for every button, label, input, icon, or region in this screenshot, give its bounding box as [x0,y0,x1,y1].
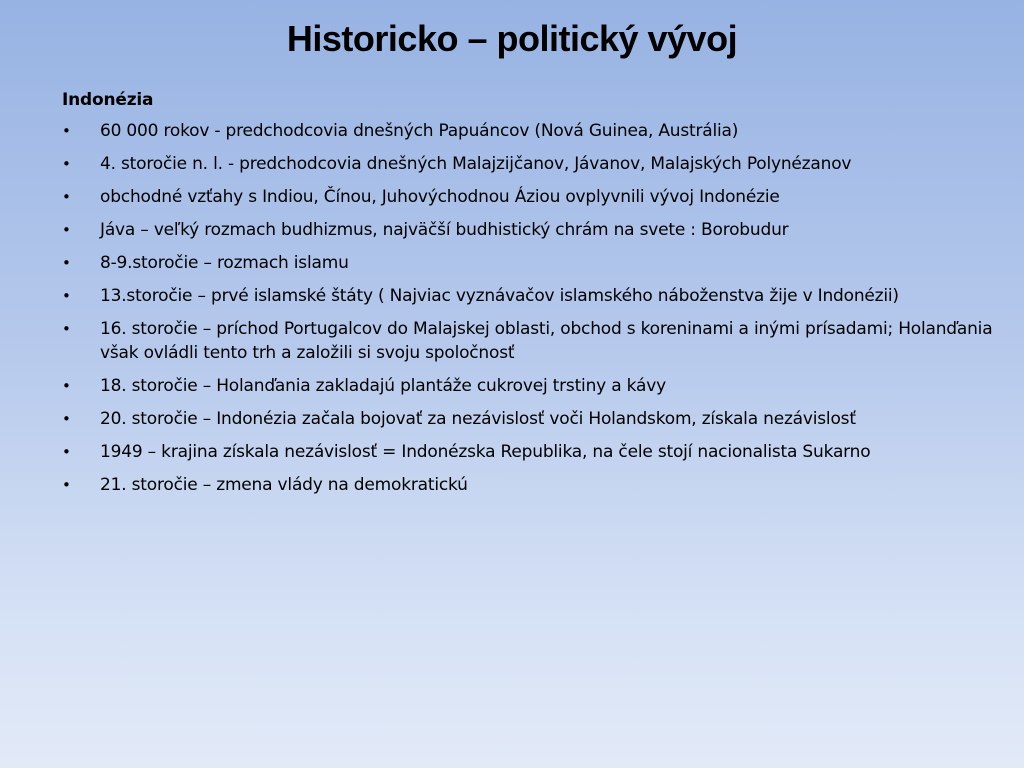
bullet-dot-icon: • [62,122,71,140]
bullet-text: 21. storočie – zmena vlády na demokratickú [100,475,468,495]
bullet-text: 4. storočie n. l. - predchodcovia dnešných Malajzijčanov, Jávanov, Malajských Polynézanov [100,154,852,174]
bullet-dot-icon: • [62,320,71,338]
bullet-dot-icon: • [62,155,71,173]
bullet-dot-icon: • [62,377,71,395]
bullet-dot-icon: • [62,443,71,461]
bullet-item [62,185,1002,209]
bullet-item [62,218,1002,242]
bullet-list [62,119,1002,497]
bullet-text: 16. storočie – príchod Portugalcov do Malajskej oblasti, obchod s koreninami a inými prísadami; Holanďania však ovládli tento trh a založili si svoju spoločnosť [100,319,993,363]
bullet-dot-icon: • [62,221,71,239]
bullet-item [62,317,1002,365]
bullet-dot-icon: • [62,287,71,305]
bullet-text: obchodné vzťahy s Indiou, Čínou, Juhovýchodnou Áziou ovplyvnili vývoj Indonézie [100,187,780,207]
bullet-item [62,119,1002,143]
bullet-item [62,440,1002,464]
bullet-text: 1949 – krajina získala nezávislosť = Indonézska Republika, na čele stojí nacionalista Sukarno [100,442,871,462]
slide-title: Historicko – politický vývoj [286,18,738,59]
bullet-item [62,407,1002,431]
slide-content [62,88,1002,506]
bullet-text: 8-9.storočie – rozmach islamu [100,253,349,273]
bullet-text: 13.storočie – prvé islamské štáty ( Najviac vyznávačov islamského náboženstva žije v Indonézii) [100,286,899,306]
bullet-item [62,152,1002,176]
section-heading: Indonézia [62,90,154,110]
bullet-text: 18. storočie – Holanďania zakladajú plantáže cukrovej trstiny a kávy [100,376,666,396]
bullet-dot-icon: • [62,254,71,272]
bullet-text: 20. storočie – Indonézia začala bojovať za nezávislosť voči Holandskom, získala nezávislosť [100,409,856,429]
bullet-text: Jáva – veľký rozmach budhizmus, najväčší budhistický chrám na svete : Borobudur [100,220,789,240]
bullet-dot-icon: • [62,476,71,494]
bullet-item [62,374,1002,398]
bullet-dot-icon: • [62,188,71,206]
bullet-item [62,284,1002,308]
bullet-item [62,251,1002,275]
bullet-text: 60 000 rokov - predchodcovia dnešných Papuáncov (Nová Guinea, Austrália) [100,121,739,141]
bullet-dot-icon: • [62,410,71,428]
bullet-item [62,473,1002,497]
